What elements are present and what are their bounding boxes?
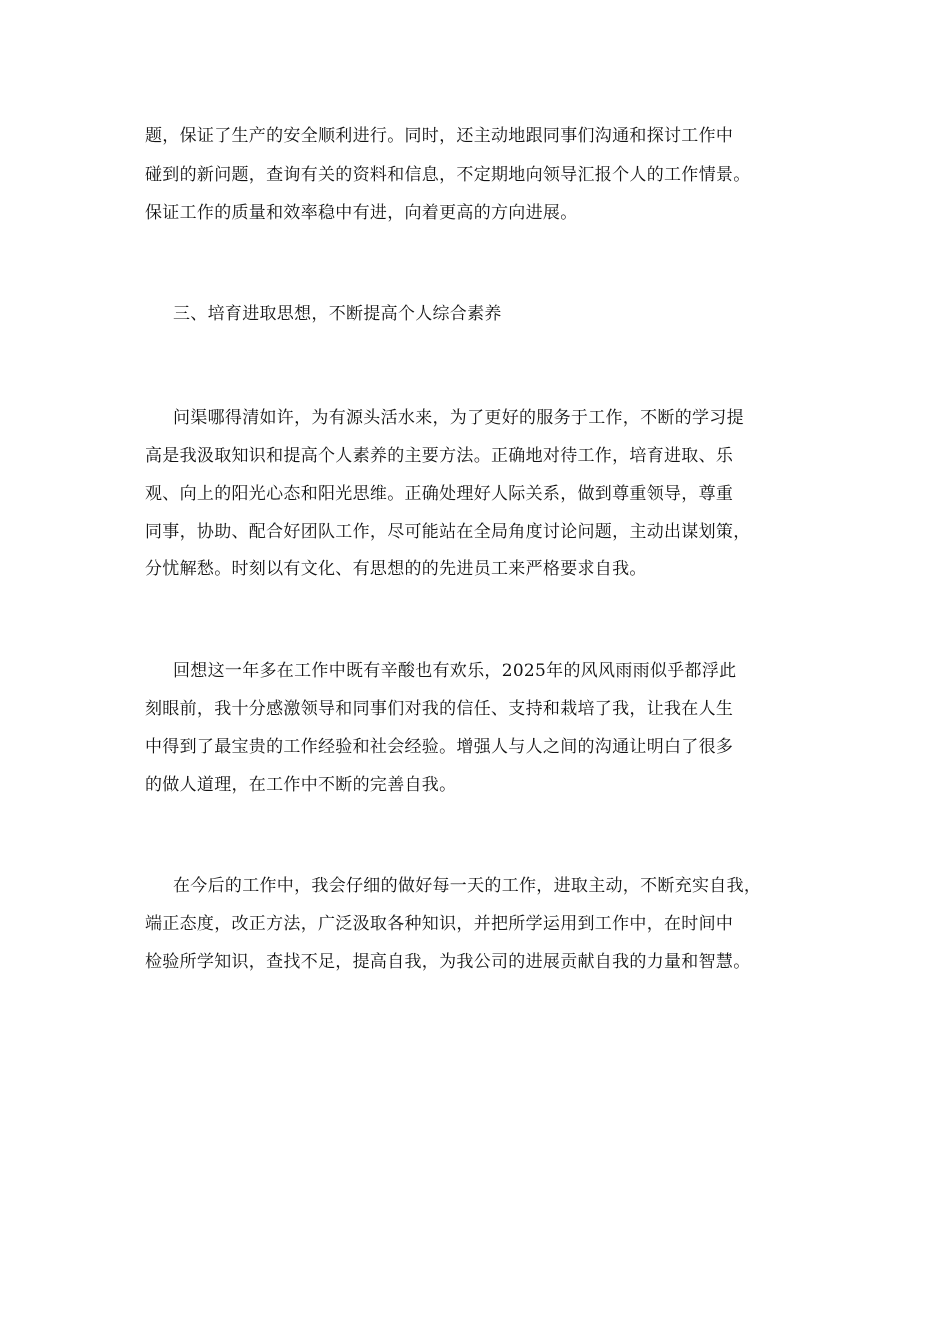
paragraph-line: 问渠哪得清如许，为有源头活水来，为了更好的服务于工作，不断的学习提 [173,408,744,428]
paragraph-line: 回想这一年多在工作中既有辛酸也有欢乐，2025年的风风雨雨似乎都浮此 [173,661,737,681]
section-heading: 三、培育进取思想，不断提高个人综合素养 [173,304,502,324]
paragraph-line: 观、向上的阳光心态和阳光思维。正确处理好人际关系，做到尊重领导，尊重 [145,484,734,504]
paragraph-line: 碰到的新问题，查询有关的资料和信息，不定期地向领导汇报个人的工作情景。 [145,165,751,185]
paragraph-line: 高是我汲取知识和提高个人素养的主要方法。正确地对待工作，培育进取、乐 [145,446,734,466]
paragraph-line: 端正态度，改正方法，广泛汲取各种知识，并把所学运用到工作中，在时间中 [145,914,734,934]
paragraph-line: 中得到了最宝贵的工作经验和社会经验。增强人与人之间的沟通让明白了很多 [145,737,734,757]
paragraph-line: 检验所学知识，查找不足，提高自我，为我公司的进展贡献自我的力量和智慧。 [145,952,751,972]
paragraph-line: 的做人道理，在工作中不断的完善自我。 [145,775,457,795]
paragraph-line: 题，保证了生产的安全顺利进行。同时，还主动地跟同事们沟通和探讨工作中 [145,126,734,146]
paragraph-line: 同事，协助、配合好团队工作，尽可能站在全局角度讨论问题，主动出谋划策， [145,522,751,542]
paragraph-line: 刻眼前，我十分感激领导和同事们对我的信任、支持和栽培了我，让我在人生 [145,699,734,719]
paragraph-line: 分忧解愁。时刻以有文化、有思想的的先进员工来严格要求自我。 [145,559,647,579]
paragraph-line: 保证工作的质量和效率稳中有进，向着更高的方向进展。 [145,203,578,223]
paragraph-line: 在今后的工作中，我会仔细的做好每一天的工作，进取主动，不断充实自我， [173,876,762,896]
